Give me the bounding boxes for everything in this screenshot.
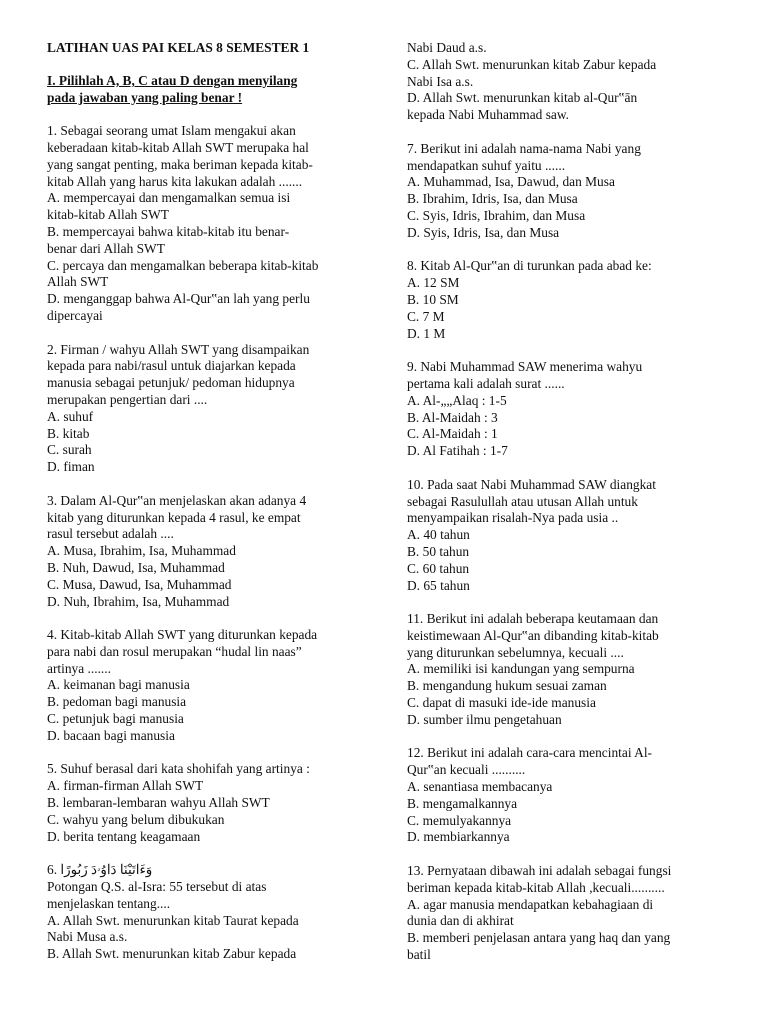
answer-option: C. Al-Maidah : 1 bbox=[407, 426, 498, 442]
answer-option: D. menganggap bahwa Al-Qur‟an lah yang perlu bbox=[47, 291, 310, 307]
answer-option: B. mempercayai bahwa kitab-kitab itu benar- bbox=[47, 223, 290, 239]
answer-option: D. Syis, Idris, Isa, dan Musa bbox=[407, 224, 560, 240]
question-text: beriman kepada kitab-kitab Allah ,kecuali.......... bbox=[407, 879, 665, 895]
question-item bbox=[407, 477, 727, 595]
answer-option: C. surah bbox=[47, 442, 92, 458]
question-text: 7. Berikut ini adalah nama-nama Nabi yang bbox=[407, 140, 641, 156]
question-6-continued bbox=[407, 40, 727, 124]
question-text: merupakan pengertian dari .... bbox=[47, 391, 208, 407]
question-text: 3. Dalam Al-Qur‟an menjelaskan akan adanya 4 bbox=[47, 492, 307, 508]
answer-option: D. Nuh, Ibrahim, Isa, Muhammad bbox=[47, 593, 230, 609]
answer-option: D. Allah Swt. menurunkan kitab al-Qur‟ān bbox=[407, 90, 638, 106]
answer-option: B. 50 tahun bbox=[407, 543, 470, 559]
question-text: artinya ....... bbox=[47, 660, 111, 676]
question-text: sebagai Rasulullah atau utusan Allah untuk bbox=[407, 493, 638, 509]
answer-option: A. agar manusia mendapatkan kebahagiaan di bbox=[407, 896, 654, 912]
answer-option: batil bbox=[407, 947, 431, 963]
answer-option: B. mengamalkannya bbox=[407, 795, 518, 811]
answer-option: A. mempercayai dan mengamalkan semua isi bbox=[47, 190, 291, 206]
answer-option: kitab-kitab Allah SWT bbox=[47, 207, 169, 223]
answer-option: kepada Nabi Muhammad saw. bbox=[407, 107, 570, 123]
answer-option: C. memulyakannya bbox=[407, 812, 512, 828]
question-text: pertama kali adalah surat ...... bbox=[407, 375, 565, 391]
question-text: Potongan Q.S. al-Isra: 55 tersebut di atas bbox=[47, 879, 267, 895]
question-item bbox=[47, 342, 369, 476]
question-text: keistimewaan Al-Qur‟an dibanding kitab-kitab bbox=[407, 627, 659, 643]
answer-option: D. membiarkannya bbox=[407, 829, 510, 845]
answer-option: C. 7 M bbox=[407, 308, 445, 324]
question-text: 2. Firman / wahyu Allah SWT yang disampaikan bbox=[47, 341, 310, 357]
instruction-text: pada jawaban yang paling benar ! bbox=[47, 89, 243, 105]
answer-option: D. 65 tahun bbox=[407, 577, 470, 593]
answer-option: dunia dan di akhirat bbox=[407, 913, 514, 929]
question-item bbox=[407, 611, 727, 729]
answer-option: benar dari Allah SWT bbox=[47, 240, 165, 256]
question-item bbox=[407, 863, 727, 964]
answer-option: B. pedoman bagi manusia bbox=[47, 694, 187, 710]
question-text: kitab Allah yang harus kita lakukan adalah ....... bbox=[47, 173, 303, 189]
answer-option: C. percaya dan mengamalkan beberapa kitab-kitab bbox=[47, 257, 319, 273]
question-item bbox=[47, 761, 369, 845]
question-text: 12. Berikut ini adalah cara-cara mencintai Al- bbox=[407, 745, 653, 761]
question-text: 10. Pada saat Nabi Muhammad SAW diangkat bbox=[407, 476, 656, 492]
left-column bbox=[47, 40, 369, 963]
question-text: 8. Kitab Al-Qur‟an di turunkan pada abad ke: bbox=[407, 258, 652, 274]
answer-option: D. 1 M bbox=[407, 325, 446, 341]
question-item bbox=[47, 627, 369, 745]
answer-option: C. petunjuk bagi manusia bbox=[47, 711, 184, 727]
answer-option: A. firman-firman Allah SWT bbox=[47, 778, 204, 794]
question-text: yang diturunkan sebelumnya, kecuali .... bbox=[407, 644, 624, 660]
question-item bbox=[407, 359, 727, 460]
answer-option: Nabi Daud a.s. bbox=[407, 40, 487, 55]
question-text: 13. Pernyataan dibawah ini adalah sebagai fungsi bbox=[407, 863, 672, 879]
question-item bbox=[407, 141, 727, 242]
question-item bbox=[407, 745, 727, 846]
question-item bbox=[47, 862, 369, 963]
answer-option: D. Al Fatihah : 1-7 bbox=[407, 443, 508, 459]
answer-option: B. Nuh, Dawud, Isa, Muhammad bbox=[47, 559, 225, 575]
question-text: 1. Sebagai seorang umat Islam mengakui akan bbox=[47, 123, 296, 139]
answer-option: C. Allah Swt. menurunkan kitab Zabur kepada bbox=[407, 56, 657, 72]
answer-option: B. lembaran-lembaran wahyu Allah SWT bbox=[47, 795, 270, 811]
answer-option: C. 60 tahun bbox=[407, 560, 470, 576]
question-text: keberadaan kitab-kitab Allah SWT merupaka hal bbox=[47, 139, 309, 155]
question-item bbox=[47, 123, 369, 325]
answer-option: A. Musa, Ibrahim, Isa, Muhammad bbox=[47, 543, 236, 559]
question-item bbox=[407, 258, 727, 342]
question-text: mendapatkan suhuf yaitu ...... bbox=[407, 157, 566, 173]
question-text: kepada para nabi/rasul untuk diajarkan kepada bbox=[47, 358, 296, 374]
answer-option: C. wahyu yang belum dibukukan bbox=[47, 811, 225, 827]
question-text: rasul tersebut adalah .... bbox=[47, 526, 174, 542]
instruction-text: I. Pilihlah A, B, C atau D dengan menyilang bbox=[47, 72, 298, 88]
question-text: 4. Kitab-kitab Allah SWT yang diturunkan kepada bbox=[47, 627, 318, 643]
answer-option: A. 12 SM bbox=[407, 275, 460, 291]
question-text: 5. Suhuf berasal dari kata shohifah yang artinya : bbox=[47, 761, 310, 777]
answer-option: B. Al-Maidah : 3 bbox=[407, 409, 498, 425]
answer-option: D. fiman bbox=[47, 459, 95, 475]
answer-option: Allah SWT bbox=[47, 274, 109, 290]
answer-option: B. Ibrahim, Idris, Isa, dan Musa bbox=[407, 191, 578, 207]
question-text: para nabi dan rosul merupakan “hudal lin naas” bbox=[47, 643, 302, 659]
page-title: LATIHAN UAS PAI KELAS 8 SEMESTER 1 bbox=[47, 40, 310, 55]
answer-option: C. Musa, Dawud, Isa, Muhammad bbox=[47, 576, 232, 592]
answer-option: B. kitab bbox=[47, 425, 90, 441]
question-text: yang sangat penting, maka beriman kepada kitab- bbox=[47, 156, 313, 172]
question-text: menjelaskan tentang.... bbox=[47, 895, 171, 911]
instruction-block bbox=[47, 73, 369, 107]
question-text: menyampaikan risalah-Nya pada usia .. bbox=[407, 510, 619, 526]
answer-option: C. Syis, Idris, Ibrahim, dan Musa bbox=[407, 207, 586, 223]
right-column bbox=[407, 40, 727, 964]
answer-option: C. dapat di masuki ide-ide manusia bbox=[407, 695, 596, 711]
question-text: Qur‟an kecuali .......... bbox=[407, 762, 526, 778]
answer-option: B. 10 SM bbox=[407, 291, 459, 307]
answer-option: D. sumber ilmu pengetahuan bbox=[407, 711, 562, 727]
question-text: manusia sebagai petunjuk/ pedoman hidupnya bbox=[47, 375, 295, 391]
answer-option: A. senantiasa membacanya bbox=[407, 779, 553, 795]
answer-option: A. Allah Swt. menurunkan kitab Taurat kepada bbox=[47, 912, 299, 928]
answer-option: B. memberi penjelasan antara yang haq dan yang bbox=[407, 930, 671, 946]
answer-option: A. Al-„„Alaq : 1-5 bbox=[407, 392, 507, 408]
question-text: 11. Berikut ini adalah beberapa keutamaan dan bbox=[407, 611, 659, 627]
answer-option: A. memiliki isi kandungan yang sempurna bbox=[407, 661, 635, 677]
right-question-list bbox=[407, 141, 727, 964]
question-text: kitab yang diturunkan kepada 4 rasul, ke empat bbox=[47, 509, 301, 525]
question-item bbox=[47, 493, 369, 611]
answer-option: A. suhuf bbox=[47, 408, 94, 424]
left-question-list bbox=[47, 123, 369, 963]
answer-option: D. berita tentang keagamaan bbox=[47, 828, 201, 844]
answer-option: dipercayai bbox=[47, 307, 103, 323]
answer-option: A. keimanan bagi manusia bbox=[47, 677, 190, 693]
answer-option: Nabi Musa a.s. bbox=[47, 929, 128, 945]
answer-option: A. Muhammad, Isa, Dawud, dan Musa bbox=[407, 174, 615, 190]
question-text: 6. وَءَاتَيْنَا دَاوُۥدَ زَبُورًا bbox=[47, 862, 153, 878]
answer-option: Nabi Isa a.s. bbox=[407, 73, 474, 89]
answer-option: B. mengandung hukum sesuai zaman bbox=[407, 678, 607, 694]
answer-option: A. 40 tahun bbox=[407, 527, 470, 543]
answer-option: D. bacaan bagi manusia bbox=[47, 727, 175, 743]
question-text: 9. Nabi Muhammad SAW menerima wahyu bbox=[407, 359, 643, 375]
answer-option: B. Allah Swt. menurunkan kitab Zabur kepada bbox=[47, 946, 297, 962]
